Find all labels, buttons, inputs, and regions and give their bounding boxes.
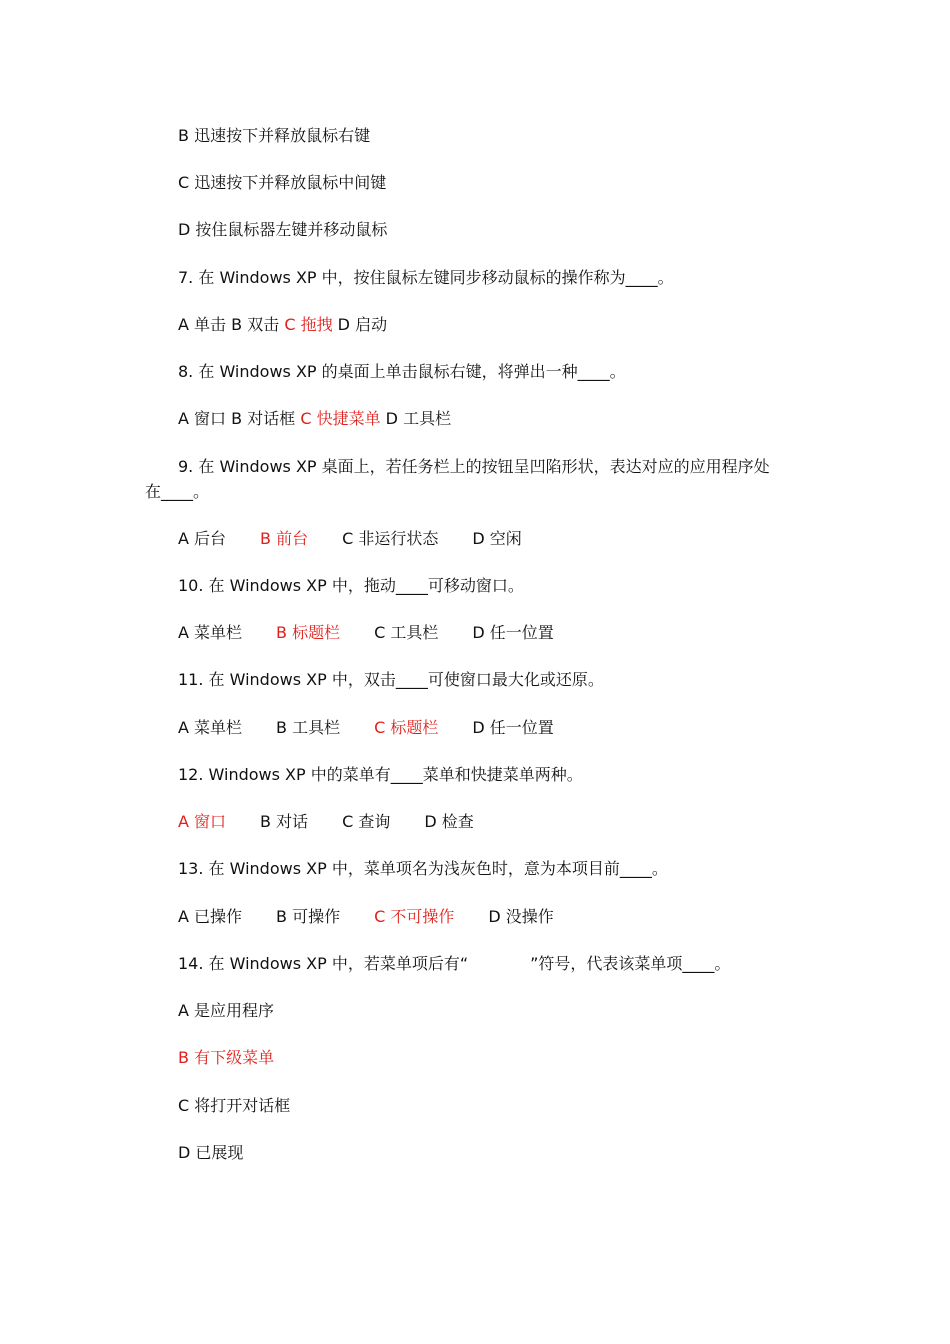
option-c: C 工具栏 <box>374 623 439 642</box>
option-b: B 双击 <box>231 315 280 334</box>
options-q7 <box>178 314 387 336</box>
question-9-line2: 在____。 <box>145 482 210 501</box>
option-line: B 迅速按下并释放鼠标右键 <box>178 126 371 145</box>
option-d: D 没操作 <box>488 907 554 926</box>
options-q11 <box>178 717 554 739</box>
option-a: A 是应用程序 <box>178 1001 275 1020</box>
options-q12 <box>178 811 474 833</box>
option-d: D 已展现 <box>178 1143 244 1162</box>
option-a: A 菜单栏 <box>178 718 243 737</box>
option-b: B 对话框 <box>231 409 296 428</box>
question-13: 13. 在 Windows XP 中，菜单项名为浅灰色时，意为本项目前____。 <box>178 859 668 878</box>
option-b-answer: B 前台 <box>260 529 309 548</box>
option-b-answer: B 有下级菜单 <box>178 1048 275 1067</box>
option-d: D 空闲 <box>472 529 522 548</box>
option-line: D 按住鼠标器左键并移动鼠标 <box>178 220 388 239</box>
option-d: D 启动 <box>337 315 388 334</box>
question-14-before: 14. 在 Windows XP 中，若菜单项后有“ <box>178 954 469 973</box>
question-12: 12. Windows XP 中的菜单有____菜单和快捷菜单两种。 <box>178 765 583 784</box>
option-a: A 后台 <box>178 529 227 548</box>
option-b: B 对话 <box>260 812 309 831</box>
option-c-answer: C 标题栏 <box>374 718 439 737</box>
option-b-answer: B 标题栏 <box>276 623 341 642</box>
question-7: 7. 在 Windows XP 中，按住鼠标左键同步移动鼠标的操作称为____。 <box>178 268 674 287</box>
option-d: D 工具栏 <box>385 409 452 428</box>
option-line: C 迅速按下并释放鼠标中间键 <box>178 173 387 192</box>
option-c-answer: C 拖拽 <box>284 315 333 334</box>
options-q8 <box>178 408 451 430</box>
option-c-answer: C 不可操作 <box>374 907 455 926</box>
question-11: 11. 在 Windows XP 中，双击____可使窗口最大化或还原。 <box>178 670 604 689</box>
option-c: C 非运行状态 <box>342 529 439 548</box>
options-q9 <box>178 528 522 550</box>
option-c-answer: C 快捷菜单 <box>300 409 381 428</box>
option-b: B 可操作 <box>276 907 341 926</box>
option-a-answer: A 窗口 <box>178 812 227 831</box>
option-b: B 工具栏 <box>276 718 341 737</box>
question-14 <box>178 953 730 975</box>
question-14-after: ”符号，代表该菜单项____。 <box>530 954 731 973</box>
option-d: D 检查 <box>424 812 474 831</box>
option-a: A 已操作 <box>178 907 243 926</box>
option-c: C 查询 <box>342 812 391 831</box>
question-9-line1: 9. 在 Windows XP 桌面上，若任务栏上的按钮呈凹陷形状，表达对应的应用程序处 <box>178 457 770 476</box>
question-10: 10. 在 Windows XP 中，拖动____可移动窗口。 <box>178 576 524 595</box>
option-d: D 任一位置 <box>472 623 554 642</box>
question-8: 8. 在 Windows XP 的桌面上单击鼠标右键，将弹出一种____。 <box>178 362 626 381</box>
option-c: C 将打开对话框 <box>178 1096 291 1115</box>
option-a: A 单击 <box>178 315 227 334</box>
option-d: D 任一位置 <box>472 718 554 737</box>
option-a: A 菜单栏 <box>178 623 243 642</box>
option-a: A 窗口 <box>178 409 227 428</box>
options-q13 <box>178 906 554 928</box>
options-q10 <box>178 622 554 644</box>
